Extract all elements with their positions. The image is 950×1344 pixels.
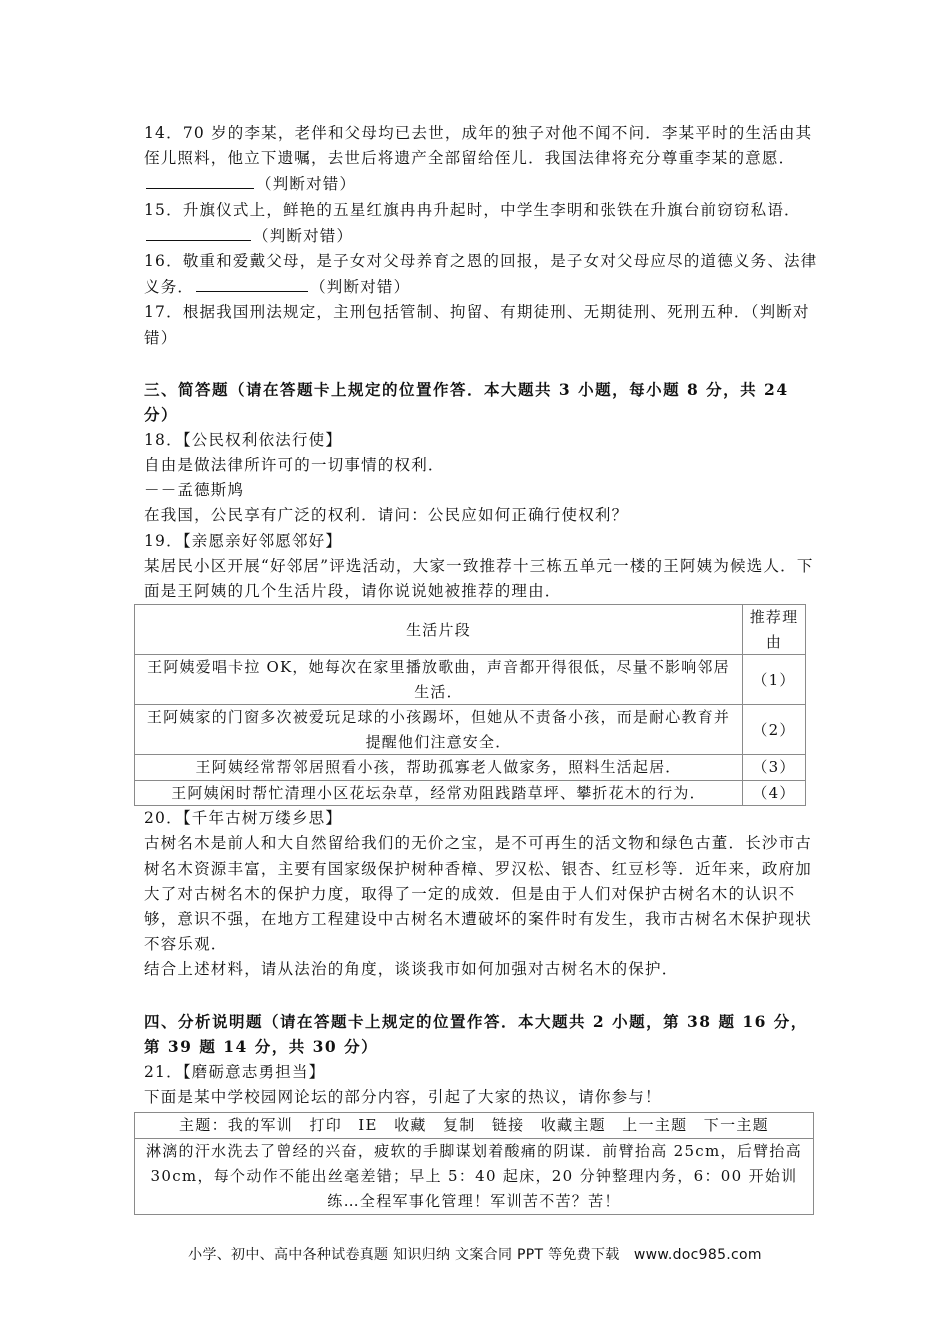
section-4-heading: 四、分析说明题（请在答题卡上规定的位置作答．本大题共 2 小题，第 38 题 16 分，第 39 题 14 分，共 30 分） [144, 1011, 808, 1057]
question-19-title: 19．【亲愿亲好邻愿邻好】 [144, 531, 343, 550]
question-20-question: 结合上述材料，请从法治的角度，谈谈我市如何加强对古树名木的保护． [144, 960, 679, 979]
question-21-intro: 下面是某中学校园网论坛的部分内容，引起了大家的热议，请你参与！ [144, 1087, 662, 1106]
forum-header-row [135, 1113, 814, 1139]
table-row [135, 705, 806, 755]
question-17: 17．根据我国刑法规定，主刑包括管制、拘留、有期徒刑、无期徒刑、死刑五种．（判断对错） [144, 303, 810, 347]
forum-body-row [135, 1139, 814, 1215]
reason-cell: （1） [743, 655, 806, 705]
question-14 [144, 121, 820, 198]
question-15 [144, 198, 820, 249]
judge-hint: （判断对错） [253, 226, 354, 245]
page-footer: 小学、初中、高中各种试卷真题 知识归纳 文案合同 PPT 等免费下载 www.doc985.com [188, 1247, 762, 1263]
question-18-question: 在我国，公民享有广泛的权利．请问：公民应如何正确行使权利？ [144, 506, 629, 525]
question-15-text: 15．升旗仪式上，鲜艳的五星红旗冉冉升起时，中学生李明和张铁在升旗台前窃窃私语． [144, 200, 801, 219]
segment-cell: 王阿姨爱唱卡拉 OK，她每次在家里播放歌曲，声音都开得很低，尽量不影响邻居生活． [135, 655, 743, 705]
question-16-text: 16．敬重和爱戴父母，是子女对父母养育之恩的回报，是子女对父母应尽的道德义务、法律义务． [144, 252, 818, 297]
table-row [135, 655, 806, 705]
forum-post-table [134, 1112, 814, 1215]
answer-blank[interactable] [196, 274, 308, 292]
recommendation-table [134, 604, 806, 806]
question-20-title: 20．【千年古树万缕乡思】 [144, 809, 343, 828]
question-16 [144, 249, 820, 300]
question-14-text: 14．70 岁的李某，老伴和父母均已去世，成年的独子对他不闻不问．李某平时的生活由其侄儿照料，他立下遗嘱，去世后将遗产全部留给侄儿．我国法律将充分尊重李某的意愿． [144, 124, 813, 168]
question-18-author: －－孟德斯鸠 [144, 481, 245, 500]
reason-cell: （4） [743, 780, 806, 806]
section-3-heading: 三、简答题（请在答题卡上规定的位置作答．本大题共 3 小题，每小题 8 分，共 24 分） [144, 379, 789, 425]
question-20-body: 古树名木是前人和大自然留给我们的无价之宝，是不可再生的活文物和绿色古董．长沙市古树名木资源丰富，主要有国家级保护树种香樟、罗汉松、银杏、红豆杉等．近年来，政府加大了对古树名木的保护力度，取得了一定的成效．但是由于人们对保护古树名木的认识不够，意识不强，在地方工程建设中古树名木遭破坏的案件时有发生，我市古树名木保护现状不容乐观． [144, 834, 813, 954]
segment-cell: 王阿姨闲时帮忙清理小区花坛杂草，经常劝阻践踏草坪、攀折花木的行为． [135, 780, 743, 806]
segment-cell: 王阿姨家的门窗多次被爱玩足球的小孩踢坏，但她从不责备小孩，而是耐心教育并提醒他们注意安全． [135, 705, 743, 755]
column-header-reason: 推荐理由 [743, 605, 806, 655]
reason-cell: （2） [743, 705, 806, 755]
answer-blank[interactable] [146, 171, 254, 189]
table-row [135, 755, 806, 781]
question-18-title: 18．【公民权利依法行使】 [144, 430, 343, 449]
question-18-quote: 自由是做法律所许可的一切事情的权利． [144, 456, 445, 475]
judge-hint: （判断对错） [256, 175, 357, 194]
forum-topic-toolbar: 主题：我的军训 打印 IE 收藏 复制 链接 收藏主题 上一主题 下一主题 [135, 1113, 814, 1139]
table-header-row [135, 605, 806, 655]
exam-page [144, 121, 820, 1215]
question-19-intro: 某居民小区开展“好邻居”评选活动，大家一致推荐十三栋五单元一楼的王阿姨为候选人．下面是王阿姨的几个生活片段，请你说说她被推荐的理由． [144, 556, 814, 601]
column-header-segment: 生活片段 [135, 605, 743, 655]
judge-hint: （判断对错） [310, 278, 411, 297]
question-21-title: 21．【磨砺意志勇担当】 [144, 1062, 326, 1081]
forum-post-content: 淋漓的汗水洗去了曾经的兴奋，疲软的手脚谋划着酸痛的阴谋．前臂抬高 25cm，后臂抬高 30cm，每个动作不能出丝毫差错；早上 5：40 起床，20 分钟整理内务，6：00 开始训练…全程军事化管理！军训苦不苦？苦！ [135, 1139, 814, 1215]
reason-cell: （3） [743, 755, 806, 781]
table-row [135, 780, 806, 806]
answer-blank[interactable] [146, 223, 251, 241]
segment-cell: 王阿姨经常帮邻居照看小孩，帮助孤寡老人做家务，照料生活起居． [135, 755, 743, 781]
